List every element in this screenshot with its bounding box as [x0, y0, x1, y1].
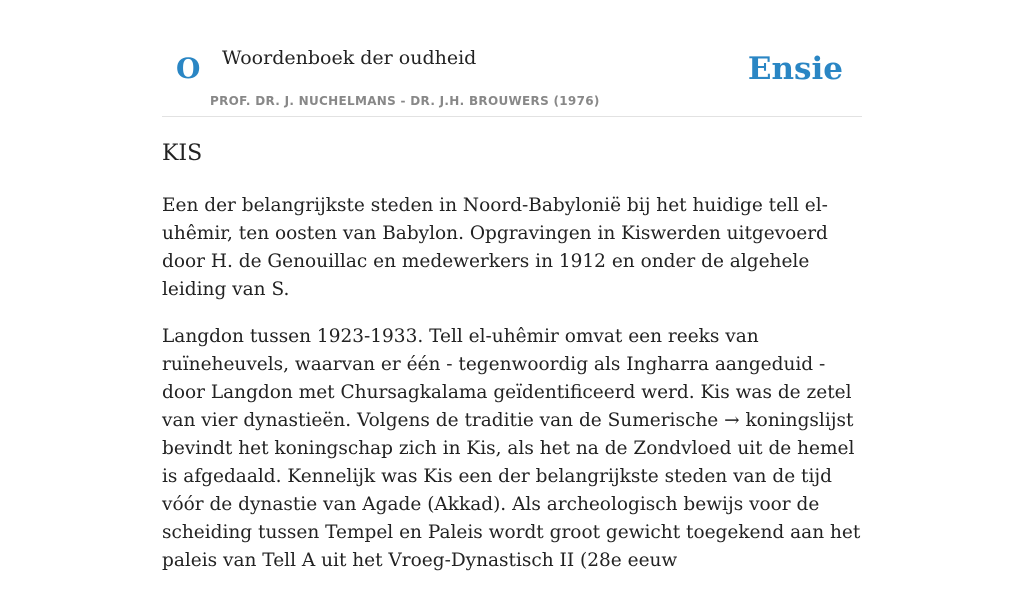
entry-paragraph-2	[162, 323, 862, 575]
entry-paragraph-1: Een der belangrijkste steden in Noord-Babylonië bij het huidige tell el-uhêmir, ten oosten van Babylon. Opgravingen in Kiswerden uitgevoerd door H. de Genouillac en medewerkers in 1912 en onder de algehele leiding van S.	[162, 195, 828, 300]
page-container	[162, 0, 862, 571]
book-title[interactable]: Woordenboek der oudheid	[222, 47, 477, 69]
entry-body	[162, 192, 862, 594]
ensie-logo-link[interactable]: Ensie	[747, 51, 843, 87]
letter-index[interactable]: O	[176, 52, 201, 85]
entry-paragraph-2-part-b: koningslijst bevindt het koningschap zich in Kis, als het na de Zondvloed uit de hemel is afgedaald. Kennelijk was Kis een der belangrijkste steden van de tijd vóór de dynastie van Agade (Akkad). Als archeologisch bewijs voor de scheiding tussen Tempel en Paleis wordt groot gewicht toegekend aan het paleis van Tell A uit het Vroeg-Dynastisch II (28e eeuw	[162, 410, 861, 571]
book-authors: PROF. DR. J. NUCHELMANS - DR. J.H. BROUWERS (1976)	[210, 94, 600, 108]
dictionary-header	[162, 0, 862, 117]
entry-paragraph-2-part-a: Langdon tussen 1923-1933. Tell el-uhêmir omvat een reeks van ruïneheuvels, waarvan er één - tegenwoordig als Ingharra aangeduid - door Langdon met Chursagkalama geïdentificeerd werd. Kis was de zetel van vier dynastieën. Volgens de traditie van de Sumerische	[162, 326, 852, 431]
entry-term: KIS	[162, 141, 203, 166]
cross-reference-arrow-link[interactable]: →	[724, 410, 740, 431]
